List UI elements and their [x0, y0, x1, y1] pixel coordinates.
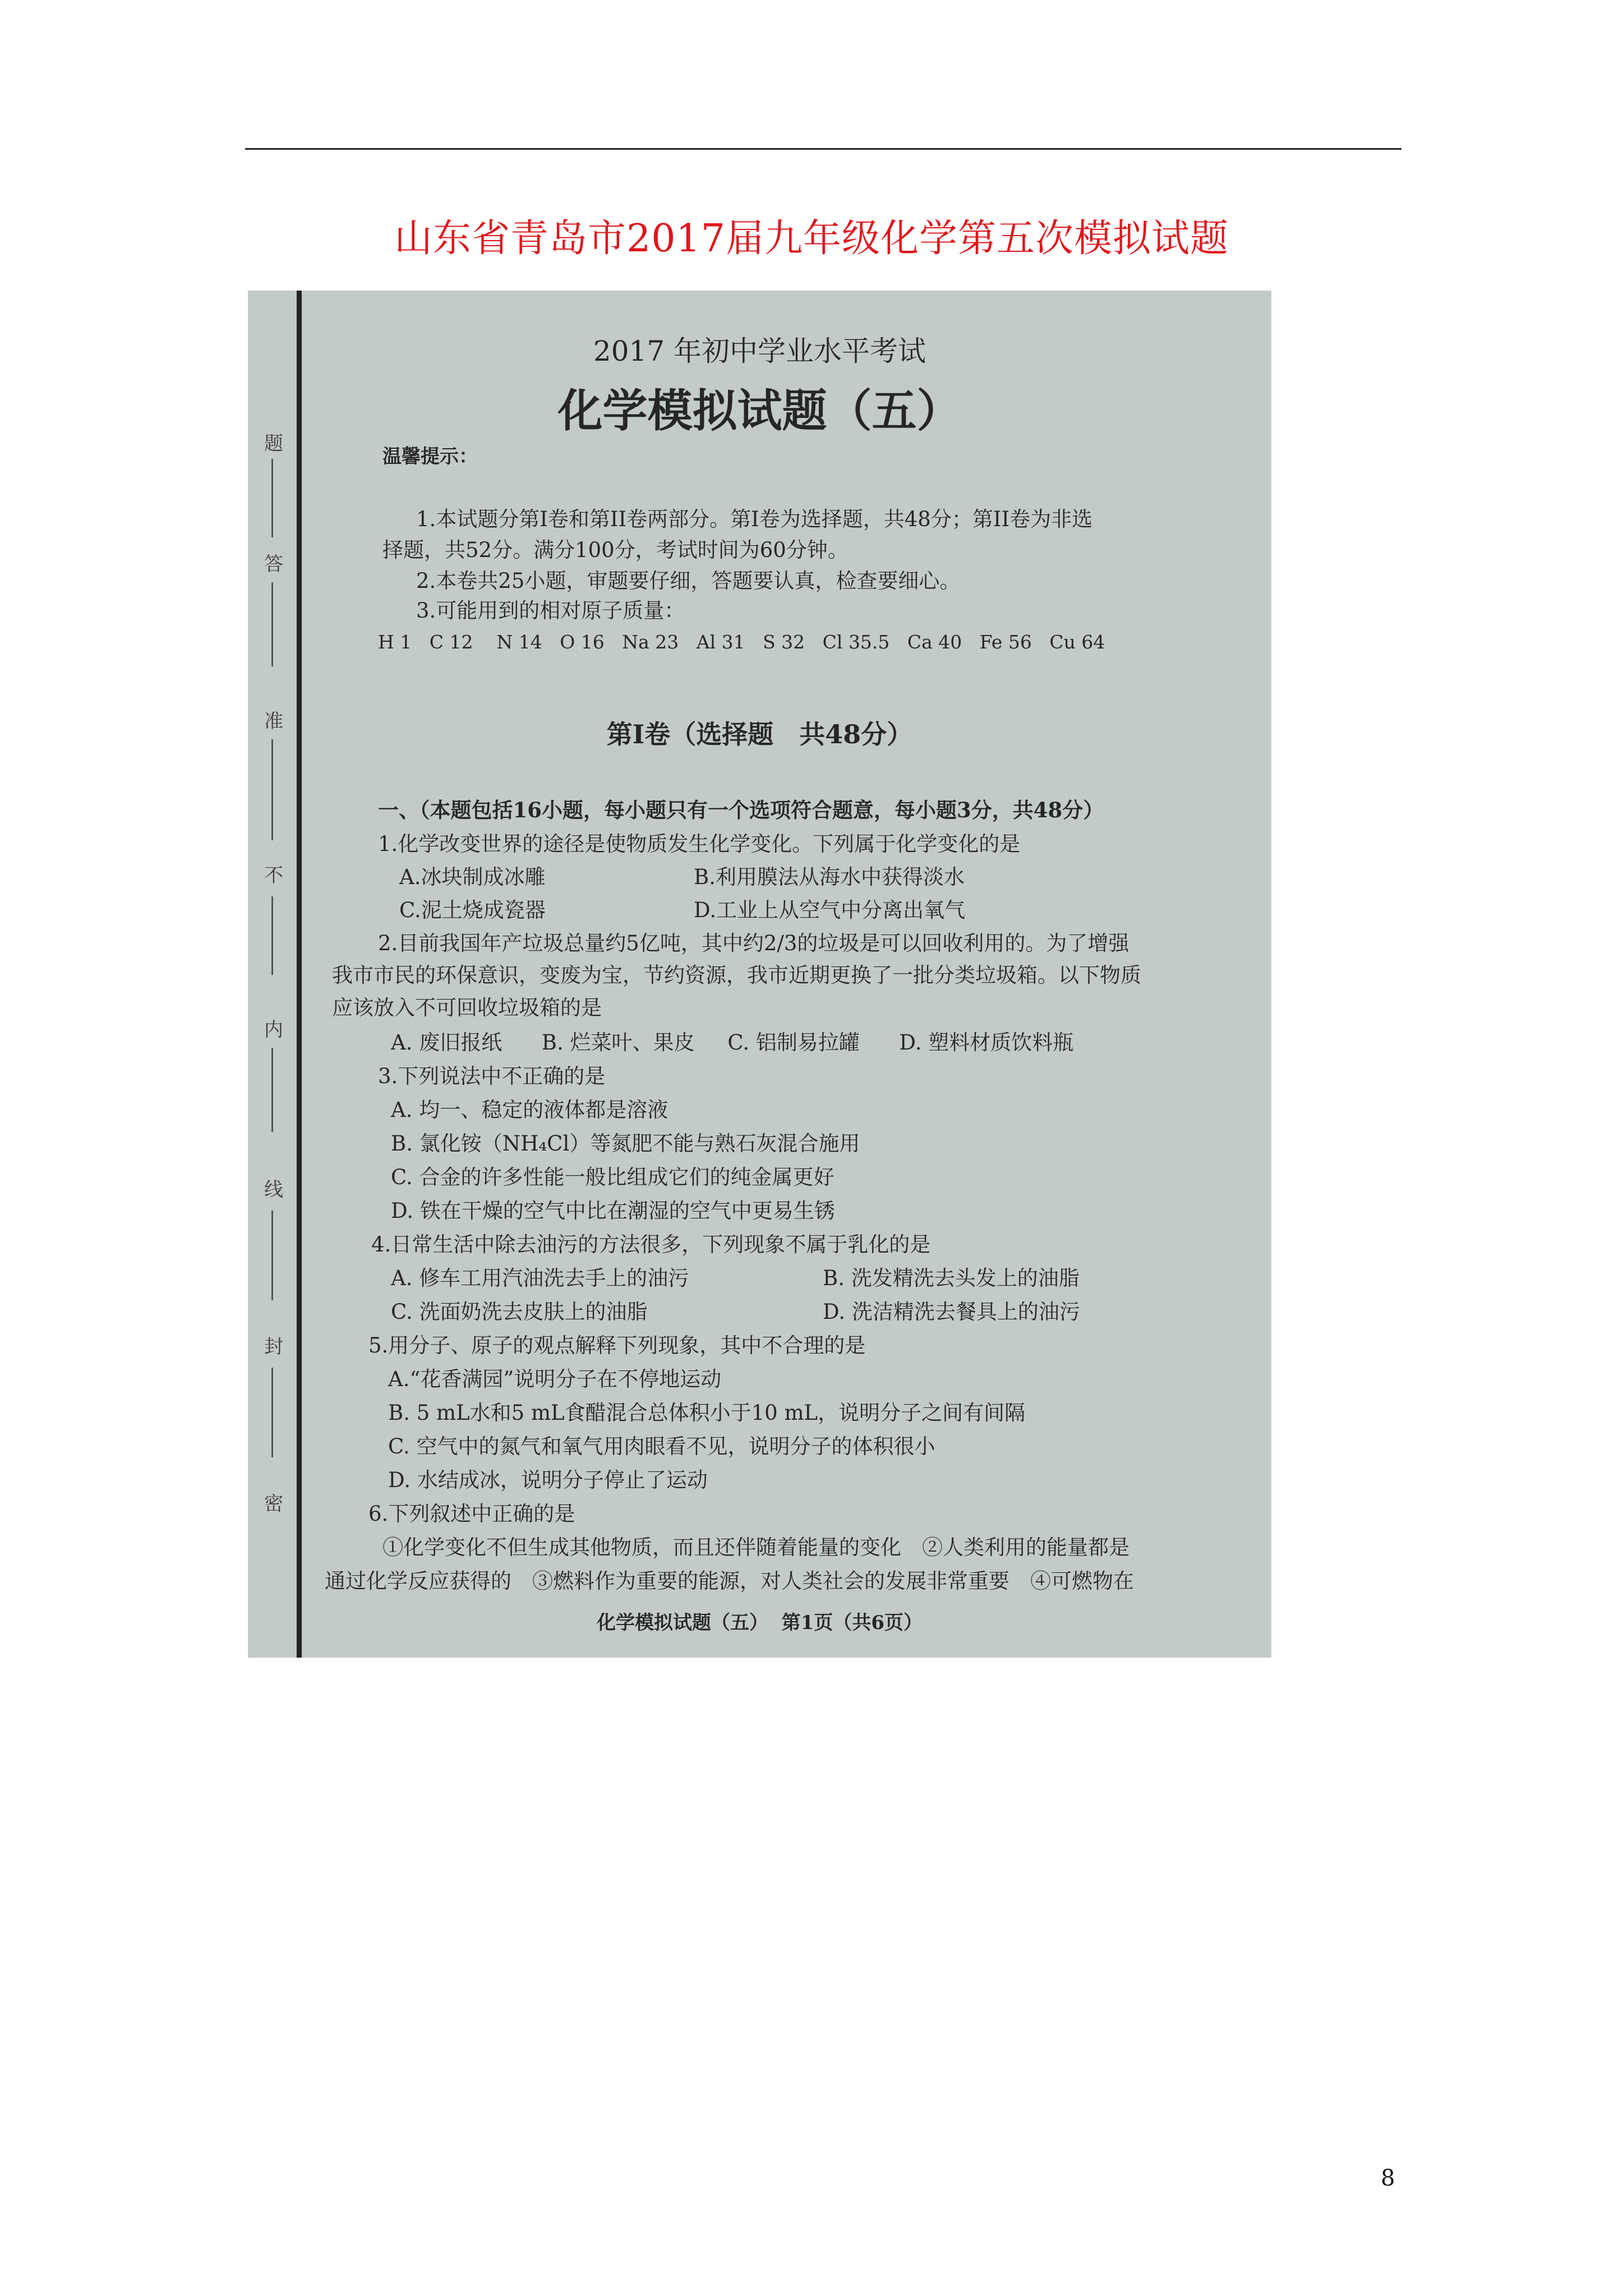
exam-content	[248, 291, 1271, 1658]
option-d: D.工业上从空气中分离出氧气	[694, 898, 966, 922]
scanned-exam-page	[248, 291, 1271, 1658]
exam-title: 化学模拟试题（五）	[557, 384, 962, 437]
question-stem: 5.用分子、原子的观点解释下列现象，其中不合理的是	[368, 1333, 866, 1358]
instruction-line: 2.本卷共25小题，审题要仔细，答题要认真，检查要细心。	[416, 569, 961, 593]
question-stem: 1.化学改变世界的途径是使物质发生化学变化。下列属于化学变化的是	[378, 832, 1021, 856]
option-c: C.泥土烧成瓷器	[399, 898, 546, 922]
option-a: A. 修车工用汽油洗去手上的油污	[391, 1266, 689, 1290]
question-options: A. 废旧报纸 B. 烂菜叶、果皮 C. 铝制易拉罐 D. 塑料材质饮料瓶	[391, 1030, 1074, 1055]
question-stem: 通过化学反应获得的 ③燃料作为重要的能源，对人类社会的发展非常重要 ④可燃物在	[325, 1569, 1134, 1593]
option-b: B.利用膜法从海水中获得淡水	[694, 865, 965, 889]
option-b: B. 洗发精洗去头发上的油脂	[823, 1266, 1080, 1290]
exam-year-heading: 2017 年初中学业水平考试	[593, 335, 926, 367]
option-d: D. 铁在干燥的空气中比在潮湿的空气中更易生锈	[391, 1199, 835, 1223]
hint-title: 温馨提示：	[382, 445, 478, 468]
section-title: 第Ⅰ卷（选择题 共48分）	[606, 719, 913, 749]
side-label: 准	[264, 710, 283, 733]
document-title: 山东省青岛市2017届九年级化学第五次模拟试题	[394, 217, 1229, 261]
option-d: D. 水结成冰，说明分子停止了运动	[388, 1468, 708, 1492]
instruction-line: 1.本试题分第Ⅰ卷和第II卷两部分。第Ⅰ卷为选择题，共48分；第II卷为非选	[416, 507, 1093, 531]
question-stem: ①化学变化不但生成其他物质，而且还伴随着能量的变化 ②人类利用的能量都是	[382, 1535, 1129, 1559]
option-d: D. 洗洁精洗去餐具上的油污	[823, 1300, 1080, 1324]
option-b: B. 5 mL水和5 mL食醋混合总体积小于10 mL，说明分子之间有间隔	[388, 1401, 1026, 1425]
question-stem: 4.日常生活中除去油污的方法很多，下列现象不属于乳化的是	[371, 1232, 931, 1257]
atomic-masses: H 1 C 12 N 14 O 16 Na 23 Al 31 S 32 Cl 35.5 Ca 40 Fe 56 Cu 64	[378, 631, 1105, 653]
side-label: 不	[264, 864, 283, 887]
instruction-line: 3.可能用到的相对原子质量：	[416, 599, 685, 623]
side-label: 封	[264, 1336, 283, 1358]
question-stem: 3.下列说法中不正确的是	[378, 1064, 606, 1088]
side-label: 密	[264, 1493, 283, 1515]
option-a: A.冰块制成冰雕	[399, 865, 546, 889]
option-a: A.“花香满园”说明分子在不停地运动	[388, 1367, 722, 1391]
option-a: A. 均一、稳定的液体都是溶液	[391, 1098, 668, 1122]
question-stem: 应该放入不可回收垃圾箱的是	[332, 996, 602, 1020]
question-stem: 2.目前我国年产垃圾总量约5亿吨，其中约2/3的垃圾是可以回收利用的。为了增强	[378, 931, 1129, 955]
exam-page-footer: 化学模拟试题（五） 第1页（共6页）	[597, 1612, 923, 1634]
side-label: 题	[264, 432, 283, 455]
side-label: 答	[264, 553, 283, 576]
part-heading: 一、（本题包括16小题，每小题只有一个选项符合题意，每小题3分，共48分）	[378, 798, 1104, 822]
side-label: 内	[264, 1019, 283, 1041]
header-rule	[245, 148, 1401, 150]
question-stem: 我市市民的环保意识，变废为宝，节约资源，我市近期更换了一批分类垃圾箱。以下物质	[332, 963, 1141, 987]
option-c: C. 洗面奶洗去皮肤上的油脂	[391, 1300, 648, 1324]
option-b: B. 氯化铵（NH₄Cl）等氮肥不能与熟石灰混合施用	[391, 1131, 860, 1156]
question-stem: 6.下列叙述中正确的是	[368, 1502, 575, 1526]
page-number: 8	[1381, 2165, 1395, 2191]
option-c: C. 合金的许多性能一般比组成它们的纯金属更好	[391, 1165, 834, 1189]
instruction-line: 择题，共52分。满分100分，考试时间为60分钟。	[382, 538, 849, 562]
option-c: C. 空气中的氮气和氧气用肉眼看不见，说明分子的体积很小	[388, 1434, 935, 1458]
side-label: 线	[264, 1179, 283, 1201]
